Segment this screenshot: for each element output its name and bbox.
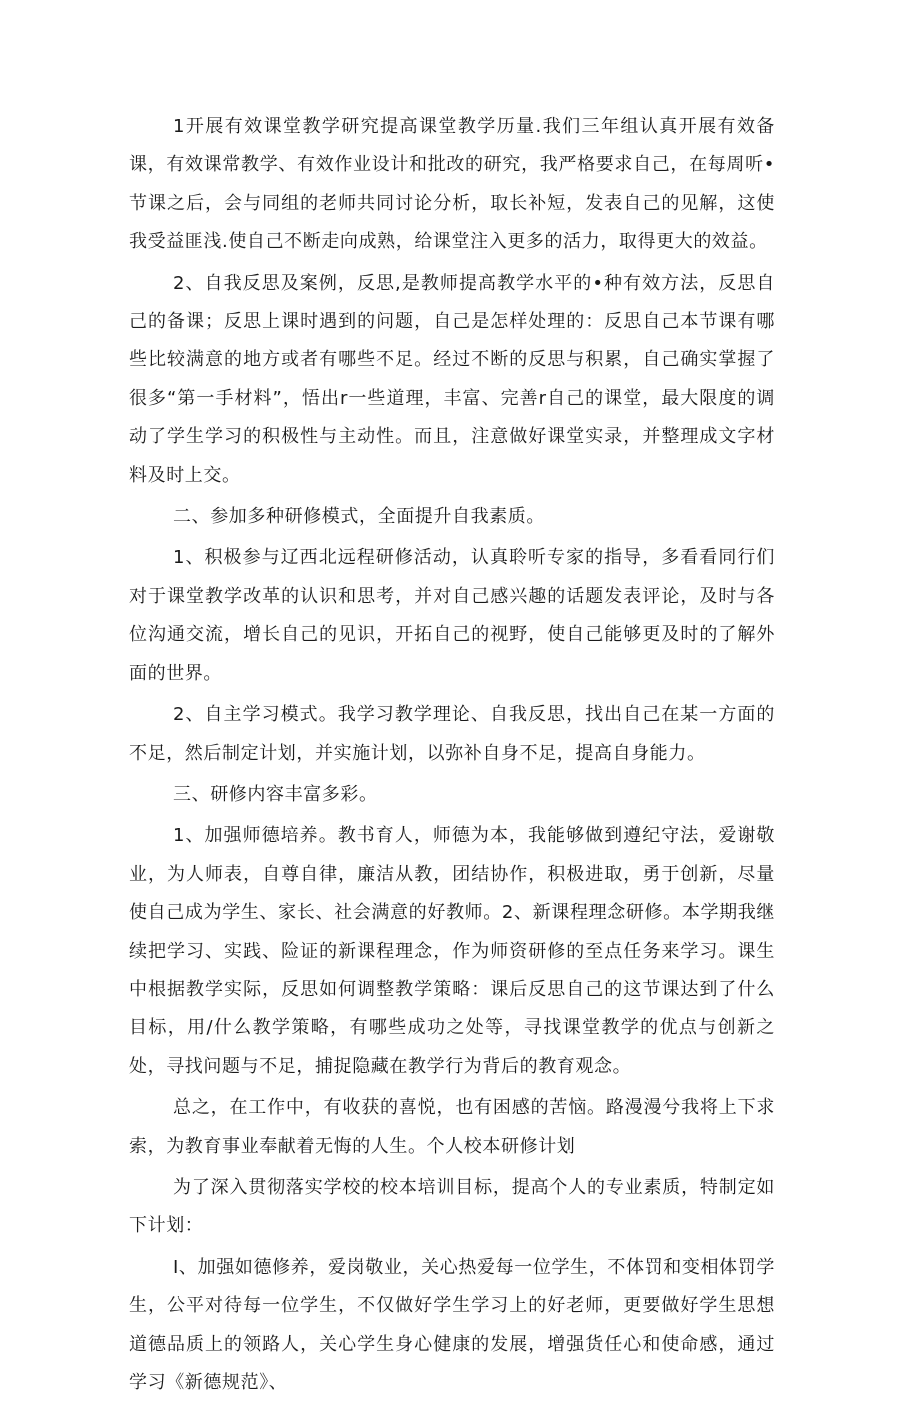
paragraph-self-reflection: 2、自我反思及案例，反思,是教师提高教学水平的•种有效方法，反思自己的备课；反思上课时遇到的问题，自己是怎样处理的：反思自己本节课有哪些比较满意的地方或者有哪些不足。经过不断的反思与积累，自己确实掌握了很多“第一手材料”，悟出r一些道理，丰富、完善r自己的课堂，最大限度的调动了学生学习的积极性与主动性。而且，注意做好课堂实录，并整理成文字材料及时上交。 [129, 272, 775, 486]
paragraph-ethics-and-curriculum: 1、加强师德培养。教书育人，师德为本，我能够做到遵纪守法，爱谢敬业，为人师表，自尊自律，廉洁从教，团结协作，积极进取，勇于创新，尽量使自己成为学生、家长、社会满意的好教师。2、新课程理念研修。本学期我继续把学习、实践、险证的新课程理念，作为师资研修的至点任务来学习。课生中根据教学实际，反思如何调整教学策略：课后反思自己的这节课达到了什么目标，用/什么教学策略，有哪些成功之处等，寻找课堂教学的优点与创新之处，寻找问题与不足，捕捉隐藏在教学行为背后的教育观念。 [129, 825, 775, 1077]
paragraph-self-study: 2、自主学习模式。我学习教学理论、自我反思，找出自己在某一方面的不足，然后制定计划，并实施计划，以弥补自身不足，提高自身能力。 [129, 704, 775, 764]
section-heading-research-modes: 二、参加多种研修模式，全面提升自我素质。 [173, 506, 545, 528]
document-body [129, 108, 775, 1405]
paragraph-conclusion: 总之，在工作中，有收获的喜悦，也有困感的苦恼。路漫漫兮我将上下求索，为教育事业奉献着无悔的人生。个人校本研修计划 [129, 1097, 775, 1157]
section-heading-research-content: 三、研修内容丰富多彩。 [173, 783, 378, 805]
paragraph-effective-teaching: 1开展有效课堂教学研究提高课堂教学历量.我们三年组认真开展有效备课，有效课常教学、有效作业设计和批改的研究，我严格要求自己，在每周听•节课之后，会与同组的老师共同讨论分析，取长补短，发表自己的见解，这使我受益匪浅.使自己不断走向成熟，给课堂注入更多的活力，取得更大的效益。 [129, 116, 775, 253]
paragraph-remote-training: 1、积极参与辽西北远程研修活动，认真聆听专家的指导，多看看同行们对于课堂教学改革的认识和思考，并对自己感兴趣的话题发表评论，及时与各位沟通交流，增长自己的见识，开拓自己的视野，使自己能够更及时的了解外面的世界。 [129, 547, 775, 684]
paragraph-plan-item-1: I、加强如德修养，爱岗敬业，关心热爱每一位学生，不体罚和变相体罚学生，公平对待每一位学生，不仅做好学生学习上的好老师，更要做好学生思想道德品质上的领路人，关心学生身心健康的发展，增强货任心和使命感，通过学习《新德规范》、 [129, 1256, 775, 1393]
paragraph-plan-intro: 为了深入贯彻落实学校的校本培训目标，提高个人的专业素质，特制定如下计划： [129, 1176, 775, 1237]
